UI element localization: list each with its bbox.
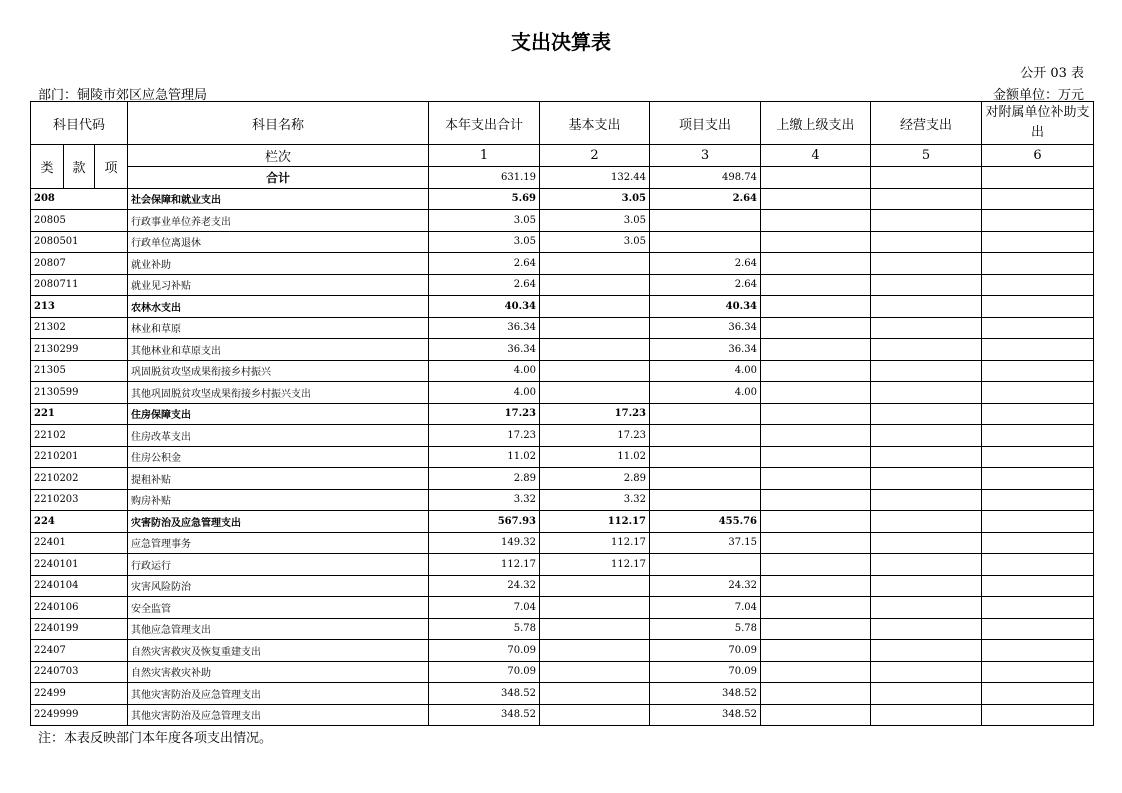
- row-upper: [761, 489, 871, 511]
- header-upper: 上缴上级支出: [761, 102, 871, 145]
- row-basic: 112.17: [540, 554, 650, 576]
- row-total: 112.17: [429, 554, 540, 576]
- row-code: 2240101: [31, 554, 128, 576]
- table-row: [31, 425, 1094, 447]
- row-basic: [540, 274, 650, 296]
- row-upper: [761, 210, 871, 232]
- row-subsidy: [982, 683, 1094, 705]
- row-upper: [761, 425, 871, 447]
- row-total: 17.23: [429, 403, 540, 425]
- row-total: 36.34: [429, 339, 540, 361]
- row-name: 巩固脱贫攻坚成果衔接乡村振兴: [128, 360, 429, 382]
- row-code: 213: [31, 296, 128, 318]
- row-project: 36.34: [650, 317, 761, 339]
- row-business: [871, 403, 982, 425]
- row-code: 2240703: [31, 661, 128, 683]
- row-upper: [761, 468, 871, 490]
- row-total: 3.32: [429, 489, 540, 511]
- row-name: 其他巩固脱贫攻坚成果衔接乡村振兴支出: [128, 382, 429, 404]
- row-project: 2.64: [650, 188, 761, 210]
- total-row: [31, 167, 1094, 189]
- row-total: 24.32: [429, 575, 540, 597]
- row-name: 其他灾害防治及应急管理支出: [128, 704, 429, 726]
- row-name: 其他应急管理支出: [128, 618, 429, 640]
- row-code: 2080501: [31, 231, 128, 253]
- table-row: [31, 210, 1094, 232]
- row-basic: [540, 640, 650, 662]
- header-subsidy: 对附属单位补助支出: [982, 102, 1094, 145]
- row-project: 348.52: [650, 704, 761, 726]
- row-upper: [761, 661, 871, 683]
- row-business: [871, 489, 982, 511]
- row-business: [871, 468, 982, 490]
- col-num-3: 3: [650, 145, 761, 167]
- row-name: 住房保障支出: [128, 403, 429, 425]
- row-subsidy: [982, 360, 1094, 382]
- row-business: [871, 704, 982, 726]
- row-total: 36.34: [429, 317, 540, 339]
- row-upper: [761, 188, 871, 210]
- row-total: 149.32: [429, 532, 540, 554]
- table-row: [31, 339, 1094, 361]
- table-row: [31, 554, 1094, 576]
- row-code: 2130299: [31, 339, 128, 361]
- row-name: 安全监管: [128, 597, 429, 619]
- row-basic: [540, 360, 650, 382]
- expenditure-table: [30, 101, 1094, 726]
- table-row: [31, 317, 1094, 339]
- row-upper: [761, 403, 871, 425]
- header-column-label: 栏次: [128, 145, 429, 167]
- table-row: [31, 683, 1094, 705]
- row-name: 提租补贴: [128, 468, 429, 490]
- table-row: [31, 360, 1094, 382]
- table-row: [31, 468, 1094, 490]
- row-upper: [761, 253, 871, 275]
- row-project: 4.00: [650, 360, 761, 382]
- row-business: [871, 274, 982, 296]
- row-project: [650, 446, 761, 468]
- row-total: 2.64: [429, 253, 540, 275]
- row-name: 住房改革支出: [128, 425, 429, 447]
- row-code: 2210201: [31, 446, 128, 468]
- total-label: 合计: [128, 167, 429, 189]
- total-basic: 132.44: [540, 167, 650, 189]
- header-subject-code: 科目代码: [31, 102, 128, 145]
- row-code: 22407: [31, 640, 128, 662]
- row-subsidy: [982, 253, 1094, 275]
- row-code: 2240199: [31, 618, 128, 640]
- row-project: 70.09: [650, 640, 761, 662]
- row-business: [871, 446, 982, 468]
- row-upper: [761, 296, 871, 318]
- row-subsidy: [982, 511, 1094, 533]
- row-name: 其他灾害防治及应急管理支出: [128, 683, 429, 705]
- row-subsidy: [982, 618, 1094, 640]
- row-basic: 112.17: [540, 511, 650, 533]
- row-code: 2130599: [31, 382, 128, 404]
- row-subsidy: [982, 425, 1094, 447]
- col-num-4: 4: [761, 145, 871, 167]
- row-business: [871, 317, 982, 339]
- row-business: [871, 640, 982, 662]
- row-code: 20807: [31, 253, 128, 275]
- row-project: 348.52: [650, 683, 761, 705]
- row-upper: [761, 618, 871, 640]
- row-project: 24.32: [650, 575, 761, 597]
- table-row: [31, 446, 1094, 468]
- row-subsidy: [982, 532, 1094, 554]
- row-basic: [540, 339, 650, 361]
- row-basic: 17.23: [540, 425, 650, 447]
- row-basic: [540, 382, 650, 404]
- row-name: 就业见习补贴: [128, 274, 429, 296]
- row-total: 17.23: [429, 425, 540, 447]
- row-basic: [540, 618, 650, 640]
- row-business: [871, 511, 982, 533]
- row-subsidy: [982, 554, 1094, 576]
- table-row: [31, 511, 1094, 533]
- row-subsidy: [982, 210, 1094, 232]
- row-basic: [540, 575, 650, 597]
- table-row: [31, 253, 1094, 275]
- row-name: 住房公积金: [128, 446, 429, 468]
- row-subsidy: [982, 382, 1094, 404]
- row-project: 5.78: [650, 618, 761, 640]
- row-subsidy: [982, 597, 1094, 619]
- row-subsidy: [982, 188, 1094, 210]
- table-row: [31, 489, 1094, 511]
- row-total: 348.52: [429, 683, 540, 705]
- row-upper: [761, 597, 871, 619]
- row-code: 21305: [31, 360, 128, 382]
- row-code: 22499: [31, 683, 128, 705]
- row-total: 70.09: [429, 661, 540, 683]
- table-row: [31, 532, 1094, 554]
- row-project: [650, 554, 761, 576]
- row-basic: 3.05: [540, 231, 650, 253]
- row-total: 5.78: [429, 618, 540, 640]
- row-project: [650, 425, 761, 447]
- header-business: 经营支出: [871, 102, 982, 145]
- row-name: 自然灾害救灾补助: [128, 661, 429, 683]
- row-name: 应急管理事务: [128, 532, 429, 554]
- table-row: [31, 296, 1094, 318]
- form-number: 公开 03 表: [1020, 66, 1084, 81]
- row-total: 11.02: [429, 446, 540, 468]
- row-subsidy: [982, 339, 1094, 361]
- row-subsidy: [982, 704, 1094, 726]
- row-project: [650, 210, 761, 232]
- row-code: 2240106: [31, 597, 128, 619]
- row-name: 灾害风险防治: [128, 575, 429, 597]
- row-project: 4.00: [650, 382, 761, 404]
- department-label: 部门：铜陵市郊区应急管理局: [38, 88, 208, 103]
- header-lei: 类: [31, 145, 64, 189]
- row-upper: [761, 640, 871, 662]
- row-upper: [761, 511, 871, 533]
- row-total: 40.34: [429, 296, 540, 318]
- row-project: 7.04: [650, 597, 761, 619]
- row-upper: [761, 360, 871, 382]
- row-code: 22401: [31, 532, 128, 554]
- header-project: 项目支出: [650, 102, 761, 145]
- row-code: 2249999: [31, 704, 128, 726]
- header-xiang: 项: [95, 145, 128, 189]
- row-subsidy: [982, 661, 1094, 683]
- row-upper: [761, 683, 871, 705]
- row-project: 36.34: [650, 339, 761, 361]
- row-total: 348.52: [429, 704, 540, 726]
- row-upper: [761, 317, 871, 339]
- table-row: [31, 188, 1094, 210]
- row-basic: [540, 296, 650, 318]
- row-total: 2.89: [429, 468, 540, 490]
- row-name: 灾害防治及应急管理支出: [128, 511, 429, 533]
- row-project: [650, 403, 761, 425]
- table-note: 注：本表反映部门本年度各项支出情况。: [38, 731, 273, 746]
- row-name: 行政单位离退休: [128, 231, 429, 253]
- row-code: 208: [31, 188, 128, 210]
- row-business: [871, 210, 982, 232]
- row-business: [871, 382, 982, 404]
- col-num-6: 6: [982, 145, 1094, 167]
- row-business: [871, 661, 982, 683]
- table-row: [31, 231, 1094, 253]
- row-basic: [540, 683, 650, 705]
- row-total: 567.93: [429, 511, 540, 533]
- row-project: [650, 468, 761, 490]
- row-code: 224: [31, 511, 128, 533]
- row-upper: [761, 532, 871, 554]
- row-business: [871, 296, 982, 318]
- row-subsidy: [982, 640, 1094, 662]
- row-upper: [761, 575, 871, 597]
- row-name: 农林水支出: [128, 296, 429, 318]
- row-basic: [540, 704, 650, 726]
- row-total: 4.00: [429, 382, 540, 404]
- row-business: [871, 683, 982, 705]
- row-project: [650, 489, 761, 511]
- table-row: [31, 618, 1094, 640]
- row-basic: [540, 597, 650, 619]
- row-total: 70.09: [429, 640, 540, 662]
- row-business: [871, 360, 982, 382]
- row-business: [871, 597, 982, 619]
- row-name: 行政运行: [128, 554, 429, 576]
- row-upper: [761, 446, 871, 468]
- row-code: 20805: [31, 210, 128, 232]
- row-basic: 3.32: [540, 489, 650, 511]
- row-basic: 3.05: [540, 188, 650, 210]
- row-name: 林业和草原: [128, 317, 429, 339]
- row-total: 2.64: [429, 274, 540, 296]
- table-row: [31, 704, 1094, 726]
- page-title: 支出决算表: [511, 30, 611, 54]
- row-upper: [761, 274, 871, 296]
- col-num-5: 5: [871, 145, 982, 167]
- row-project: 70.09: [650, 661, 761, 683]
- row-business: [871, 339, 982, 361]
- row-subsidy: [982, 575, 1094, 597]
- row-subsidy: [982, 489, 1094, 511]
- row-name: 其他林业和草原支出: [128, 339, 429, 361]
- row-basic: 17.23: [540, 403, 650, 425]
- row-name: 自然灾害救灾及恢复重建支出: [128, 640, 429, 662]
- table-row: [31, 661, 1094, 683]
- row-total: 3.05: [429, 210, 540, 232]
- row-business: [871, 188, 982, 210]
- row-project: 2.64: [650, 253, 761, 275]
- row-code: 2240104: [31, 575, 128, 597]
- row-business: [871, 532, 982, 554]
- row-subsidy: [982, 317, 1094, 339]
- header-basic: 基本支出: [540, 102, 650, 145]
- table-row: [31, 640, 1094, 662]
- total-total: 631.19: [429, 167, 540, 189]
- row-upper: [761, 231, 871, 253]
- row-project: [650, 231, 761, 253]
- row-subsidy: [982, 274, 1094, 296]
- row-code: 221: [31, 403, 128, 425]
- header-subject-name: 科目名称: [128, 102, 429, 145]
- row-project: 37.15: [650, 532, 761, 554]
- row-basic: 3.05: [540, 210, 650, 232]
- table-row: [31, 403, 1094, 425]
- row-business: [871, 554, 982, 576]
- header-kuan: 款: [64, 145, 95, 189]
- row-code: 2210202: [31, 468, 128, 490]
- row-name: 社会保障和就业支出: [128, 188, 429, 210]
- table-row: [31, 597, 1094, 619]
- row-basic: 112.17: [540, 532, 650, 554]
- row-subsidy: [982, 403, 1094, 425]
- table-row: [31, 274, 1094, 296]
- row-code: 21302: [31, 317, 128, 339]
- total-project: 498.74: [650, 167, 761, 189]
- row-project: 2.64: [650, 274, 761, 296]
- row-subsidy: [982, 446, 1094, 468]
- row-code: 22102: [31, 425, 128, 447]
- unit-label: 金额单位：万元: [992, 88, 1084, 103]
- table-row: [31, 382, 1094, 404]
- header-total: 本年支出合计: [429, 102, 540, 145]
- row-basic: [540, 253, 650, 275]
- row-upper: [761, 339, 871, 361]
- row-project: 40.34: [650, 296, 761, 318]
- row-business: [871, 231, 982, 253]
- row-subsidy: [982, 468, 1094, 490]
- row-project: 455.76: [650, 511, 761, 533]
- row-business: [871, 618, 982, 640]
- row-basic: [540, 661, 650, 683]
- row-total: 3.05: [429, 231, 540, 253]
- row-subsidy: [982, 231, 1094, 253]
- row-basic: 2.89: [540, 468, 650, 490]
- row-subsidy: [982, 296, 1094, 318]
- row-name: 就业补助: [128, 253, 429, 275]
- row-business: [871, 425, 982, 447]
- col-num-1: 1: [429, 145, 540, 167]
- row-name: 行政事业单位养老支出: [128, 210, 429, 232]
- row-total: 4.00: [429, 360, 540, 382]
- row-name: 购房补贴: [128, 489, 429, 511]
- row-total: 5.69: [429, 188, 540, 210]
- row-basic: 11.02: [540, 446, 650, 468]
- row-upper: [761, 704, 871, 726]
- table-row: [31, 575, 1094, 597]
- row-basic: [540, 317, 650, 339]
- row-business: [871, 575, 982, 597]
- row-total: 7.04: [429, 597, 540, 619]
- row-upper: [761, 382, 871, 404]
- row-upper: [761, 554, 871, 576]
- row-business: [871, 253, 982, 275]
- row-code: 2080711: [31, 274, 128, 296]
- row-code: 2210203: [31, 489, 128, 511]
- col-num-2: 2: [540, 145, 650, 167]
